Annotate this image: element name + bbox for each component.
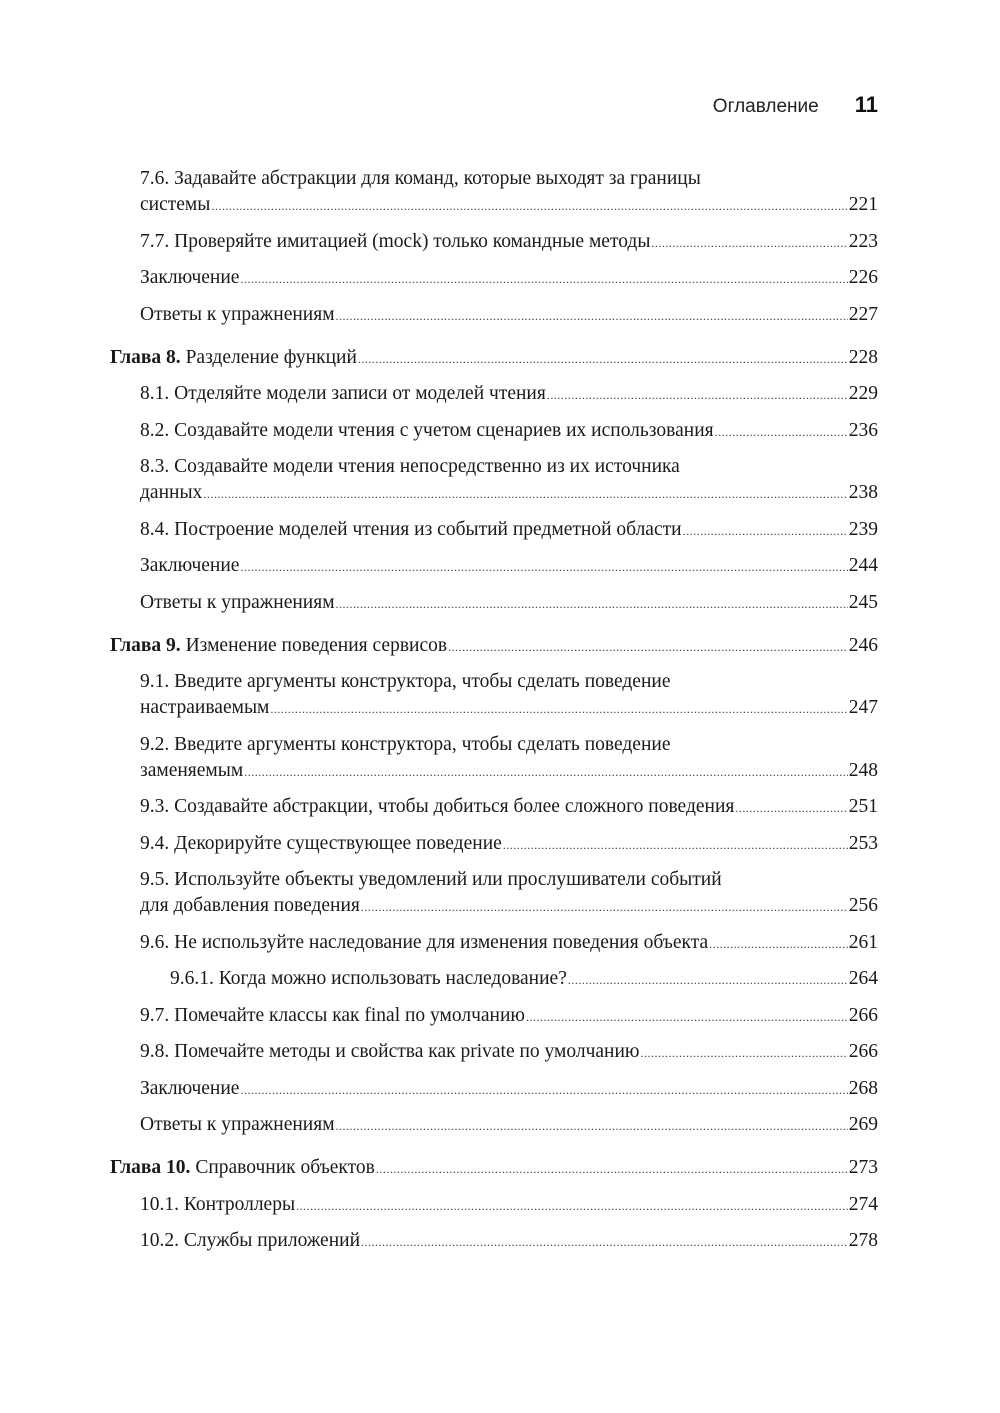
dot-leader (683, 518, 848, 544)
dot-leader (376, 1156, 848, 1182)
toc-entry[interactable] (110, 669, 878, 722)
toc-entry-title: 9.7. Помечайте классы как final по умолчанию (140, 1004, 526, 1026)
toc-entry-title: 10.2. Службы приложений (140, 1230, 361, 1251)
running-header (713, 92, 878, 118)
toc-entry-page: 244 (848, 555, 878, 576)
dot-leader (240, 554, 847, 580)
dot-leader (503, 832, 848, 858)
dot-leader (547, 382, 848, 408)
toc-entry-page: 238 (848, 482, 878, 503)
toc-entry[interactable] (110, 517, 878, 544)
toc-entry-title: системы (140, 194, 211, 215)
toc-entry[interactable] (110, 418, 878, 445)
dot-leader (203, 481, 847, 507)
toc-entry-page: 227 (848, 303, 878, 325)
toc-entry-title: 7.7. Проверяйте имитацией (mock) только командные методы (140, 230, 651, 252)
toc-entry-page: 273 (848, 1157, 878, 1178)
dot-leader (651, 230, 847, 256)
dot-leader (244, 759, 848, 785)
toc-entry[interactable] (110, 454, 878, 507)
toc-entry-title: Изменение поведения сервисов (180, 634, 448, 656)
toc-entry[interactable] (110, 1112, 878, 1139)
toc-entry-title: 9.6. Не используйте наследование для изменения поведения объекта (140, 931, 709, 953)
toc-entry[interactable] (110, 381, 878, 408)
toc-entry-page: 269 (848, 1114, 878, 1135)
toc-entry-title: Заключение (140, 267, 240, 288)
toc-entry-page: 229 (848, 383, 878, 404)
toc-entry-page: 247 (848, 697, 878, 718)
toc-entry-title: данных (140, 482, 203, 503)
toc-entry-title-line1: 7.6. Задавайте абстракции для команд, которые выходят за границы (140, 168, 701, 189)
toc-entry-page: 256 (848, 895, 878, 916)
toc-entry-title: Заключение (140, 555, 240, 576)
toc-entry[interactable] (110, 553, 878, 580)
toc-entry-page: 266 (848, 1004, 878, 1026)
dot-leader (240, 266, 847, 292)
toc-entry-page: 251 (848, 796, 878, 817)
toc-entry[interactable] (110, 867, 878, 920)
toc-entry[interactable] (110, 229, 878, 256)
chapter-label: Глава 9. (110, 634, 181, 656)
running-header-title: Оглавление (712, 96, 819, 117)
toc-chapter-entry[interactable] (110, 345, 878, 372)
toc-entry[interactable] (110, 590, 878, 617)
toc-subentry[interactable] (110, 966, 878, 993)
chapter-label: Глава 10. (110, 1157, 191, 1178)
toc-entry-title: Справочник объектов (190, 1157, 375, 1178)
toc-entry-title-line1: 9.2. Введите аргументы конструктора, чтобы сделать поведение (140, 733, 671, 755)
toc-entry-page: 228 (848, 346, 878, 368)
toc-entry[interactable] (110, 265, 878, 292)
toc-entry-title: Ответы к упражнениям (140, 303, 335, 325)
dot-leader (270, 696, 847, 722)
toc-entry-page: 266 (848, 1041, 878, 1062)
toc-entry-page: 236 (848, 419, 878, 441)
dot-leader (568, 967, 848, 993)
page-number: 11 (854, 92, 878, 117)
toc-entry-page: 253 (848, 832, 878, 854)
dot-leader (361, 1229, 848, 1255)
dot-leader (211, 193, 847, 219)
toc-entry-page: 248 (848, 759, 878, 781)
toc-entry-page: 264 (848, 968, 878, 989)
dot-leader (361, 894, 848, 920)
dot-leader (296, 1193, 848, 1219)
toc-entry[interactable] (110, 1228, 878, 1255)
toc-entry-title: 8.4. Построение моделей чтения из событий предметной области (140, 518, 682, 540)
toc-entry[interactable] (110, 1192, 878, 1219)
dot-leader (448, 634, 848, 660)
toc-entry-page: 221 (848, 194, 878, 215)
toc-entry[interactable] (110, 1039, 878, 1066)
dot-leader (641, 1040, 848, 1066)
toc-entry[interactable] (110, 794, 878, 821)
toc-entry[interactable] (110, 1003, 878, 1030)
toc-entry-title: Ответы к упражнениям (140, 1114, 335, 1135)
toc-entry-title: 9.6.1. Когда можно использовать наследование? (170, 968, 567, 989)
toc-entry-page: 261 (848, 931, 878, 953)
toc-entry-title: 8.2. Создавайте модели чтения с учетом сценариев их использования (140, 419, 714, 441)
toc-entry-title: 9.8. Помечайте методы и свойства как private по умолчанию (140, 1041, 640, 1062)
toc-entry-page: 245 (848, 591, 878, 613)
toc-entry[interactable] (110, 930, 878, 957)
toc-entry[interactable] (110, 302, 878, 329)
toc-entry-title-line1: 8.3. Создавайте модели чтения непосредственно из их источника (140, 456, 680, 477)
toc-entry-page: 246 (848, 634, 878, 656)
toc-entry-title: для добавления поведения (140, 895, 360, 916)
toc-entry-title-line1: 9.1. Введите аргументы конструктора, чтобы сделать поведение (140, 671, 671, 692)
toc-entry-page: 223 (848, 230, 878, 252)
toc-entry-title: Разделение функций (180, 346, 357, 368)
toc-entry-title: 9.4. Декорируйте существующее поведение (140, 832, 502, 854)
toc-entry-title: 10.1. Контроллеры (140, 1193, 296, 1215)
table-of-contents (110, 166, 878, 1265)
toc-entry-title: Ответы к упражнениям (140, 591, 335, 613)
dot-leader (735, 795, 847, 821)
toc-entry-page: 239 (848, 518, 878, 540)
dot-leader (336, 1113, 848, 1139)
dot-leader (715, 419, 848, 445)
toc-entry-page: 278 (848, 1230, 878, 1251)
toc-entry-page: 226 (848, 267, 878, 288)
toc-entry-title: настраиваемым (140, 697, 270, 718)
dot-leader (336, 303, 848, 329)
toc-entry-page: 268 (848, 1077, 878, 1099)
toc-entry-title: 9.3. Создавайте абстракции, чтобы добиться более сложного поведения (140, 796, 735, 817)
toc-entry-title: Заключение (140, 1077, 240, 1099)
toc-chapter-entry[interactable] (110, 633, 878, 660)
dot-leader (526, 1004, 848, 1030)
toc-entry[interactable] (110, 732, 878, 785)
toc-entry-title: 8.1. Отделяйте модели записи от моделей чтения (140, 383, 546, 404)
toc-entry-page: 274 (848, 1193, 878, 1215)
dot-leader (240, 1077, 847, 1103)
dot-leader (358, 346, 848, 372)
toc-entry[interactable] (110, 1076, 878, 1103)
chapter-label: Глава 8. (110, 346, 181, 368)
toc-chapter-entry[interactable] (110, 1155, 878, 1182)
toc-entry[interactable] (110, 831, 878, 858)
dot-leader (336, 591, 848, 617)
toc-entry-title-line1: 9.5. Используйте объекты уведомлений или прослушиватели событий (140, 869, 722, 890)
dot-leader (709, 931, 848, 957)
toc-entry[interactable] (110, 166, 878, 219)
toc-entry-title: заменяемым (140, 759, 244, 781)
